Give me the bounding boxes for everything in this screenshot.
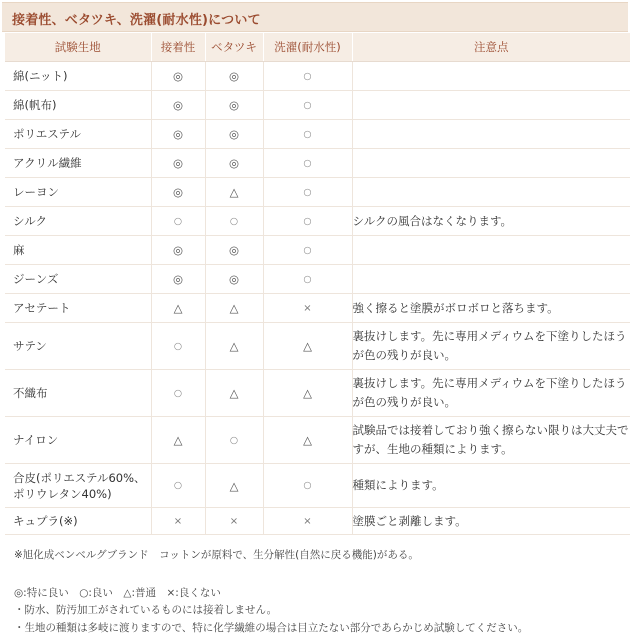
tack-cell: △: [205, 294, 263, 323]
adhesion-cell: ◎: [151, 236, 205, 265]
table-row: [5, 265, 630, 294]
section-title-bar: [2, 2, 628, 32]
tack-cell: ◎: [205, 62, 263, 91]
note-cell: [352, 178, 630, 207]
table-row: [5, 417, 630, 464]
footnote: ※旭化成ベンベルグブランド コットンが原料で、生分解性(自然に戻る機能)がある。: [14, 549, 419, 561]
adhesion-cell: ◎: [151, 91, 205, 120]
note-cell: 強く擦ると塗膜がボロボロと落ちます。: [352, 294, 630, 323]
fabric-cell: アセテート: [5, 294, 151, 323]
header-wash: 洗濯(耐水性): [263, 33, 352, 62]
header-tack: ベタツキ: [205, 33, 263, 62]
adhesion-cell: ○: [151, 370, 205, 417]
fabric-cell: 麻: [5, 236, 151, 265]
fabric-cell: 綿(帆布): [5, 91, 151, 120]
wash-cell: ○: [263, 178, 352, 207]
tack-cell: ◎: [205, 236, 263, 265]
table-row: [5, 236, 630, 265]
note-cell: 種類によります。: [352, 464, 630, 508]
tack-cell: △: [205, 370, 263, 417]
tack-cell: △: [205, 464, 263, 508]
fabric-cell: アクリル繊維: [5, 149, 151, 178]
table-row: [5, 149, 630, 178]
caution-waterproof: ・防水、防汚加工がされているものには接着しません。: [14, 604, 278, 616]
table-row: [5, 323, 630, 370]
fabric-cell: ポリエステル: [5, 120, 151, 149]
tack-cell: ○: [205, 207, 263, 236]
table-row: [5, 91, 630, 120]
table-row: [5, 178, 630, 207]
wash-cell: ○: [263, 120, 352, 149]
adhesion-cell: ◎: [151, 178, 205, 207]
adhesion-cell: ◎: [151, 149, 205, 178]
table-row: [5, 207, 630, 236]
table-row: [5, 508, 630, 535]
header-row: [5, 33, 630, 62]
fabric-cell: シルク: [5, 207, 151, 236]
wash-cell: ○: [263, 207, 352, 236]
adhesion-cell: ◎: [151, 62, 205, 91]
header-fabric: 試験生地: [5, 33, 151, 62]
note-cell: [352, 265, 630, 294]
wash-cell: ○: [263, 62, 352, 91]
adhesion-cell: ◎: [151, 265, 205, 294]
fabric-cell: ナイロン: [5, 417, 151, 464]
wash-cell: △: [263, 370, 352, 417]
tack-cell: ×: [205, 508, 263, 535]
fabric-cell: キュプラ(※): [5, 508, 151, 535]
fabric-cell: 不織布: [5, 370, 151, 417]
adhesion-cell: △: [151, 417, 205, 464]
note-cell: シルクの風合はなくなります。: [352, 207, 630, 236]
adhesion-cell: △: [151, 294, 205, 323]
note-cell: [352, 236, 630, 265]
fabric-cell: サテン: [5, 323, 151, 370]
note-cell: 試験品では接着しており強く擦らない限りは大丈夫ですが、生地の種類によります。: [352, 417, 630, 464]
tack-cell: ○: [205, 417, 263, 464]
legend: ◎:特に良い ○:良い △:普通 ×:良くない: [14, 587, 221, 599]
note-cell: 塗膜ごと剥離します。: [352, 508, 630, 535]
adhesion-cell: ○: [151, 207, 205, 236]
note-cell: 裏抜けします。先に専用メディウムを下塗りしたほうが色の残りが良い。: [352, 370, 630, 417]
adhesion-cell: ○: [151, 323, 205, 370]
note-cell: [352, 62, 630, 91]
table-row: [5, 294, 630, 323]
header-notes: 注意点: [352, 33, 630, 62]
adhesion-cell: ◎: [151, 120, 205, 149]
table-row: [5, 62, 630, 91]
caution-fabric-types: ・生地の種類は多岐に渡りますので、特に化学繊維の場合は目立たない部分であらかじめ試験してください。: [14, 622, 529, 634]
wash-cell: ○: [263, 236, 352, 265]
adhesion-cell: ○: [151, 464, 205, 508]
wash-cell: ○: [263, 91, 352, 120]
fabric-cell: ジーンズ: [5, 265, 151, 294]
wash-cell: △: [263, 417, 352, 464]
wash-cell: ×: [263, 508, 352, 535]
header-adhesion: 接着性: [151, 33, 205, 62]
fabric-cell: 綿(ニット): [5, 62, 151, 91]
wash-cell: ○: [263, 265, 352, 294]
fabric-cell: レーヨン: [5, 178, 151, 207]
tack-cell: ◎: [205, 149, 263, 178]
note-cell: 裏抜けします。先に専用メディウムを下塗りしたほうが色の残りが良い。: [352, 323, 630, 370]
tack-cell: ◎: [205, 265, 263, 294]
test-results-table: [5, 33, 630, 535]
wash-cell: △: [263, 323, 352, 370]
adhesion-cell: ×: [151, 508, 205, 535]
note-cell: [352, 120, 630, 149]
tack-cell: ◎: [205, 91, 263, 120]
table-row: [5, 370, 630, 417]
tack-cell: △: [205, 178, 263, 207]
note-cell: [352, 149, 630, 178]
table-row: [5, 120, 630, 149]
section-title: 接着性、ベタツキ、洗濯(耐水性)について: [12, 13, 261, 28]
tack-cell: △: [205, 323, 263, 370]
wash-cell: ○: [263, 149, 352, 178]
note-cell: [352, 91, 630, 120]
wash-cell: ○: [263, 464, 352, 508]
fabric-cell: 合皮(ポリエステル60%、ポリウレタン40%): [5, 464, 151, 508]
wash-cell: ×: [263, 294, 352, 323]
table-row: [5, 464, 630, 508]
tack-cell: ◎: [205, 120, 263, 149]
